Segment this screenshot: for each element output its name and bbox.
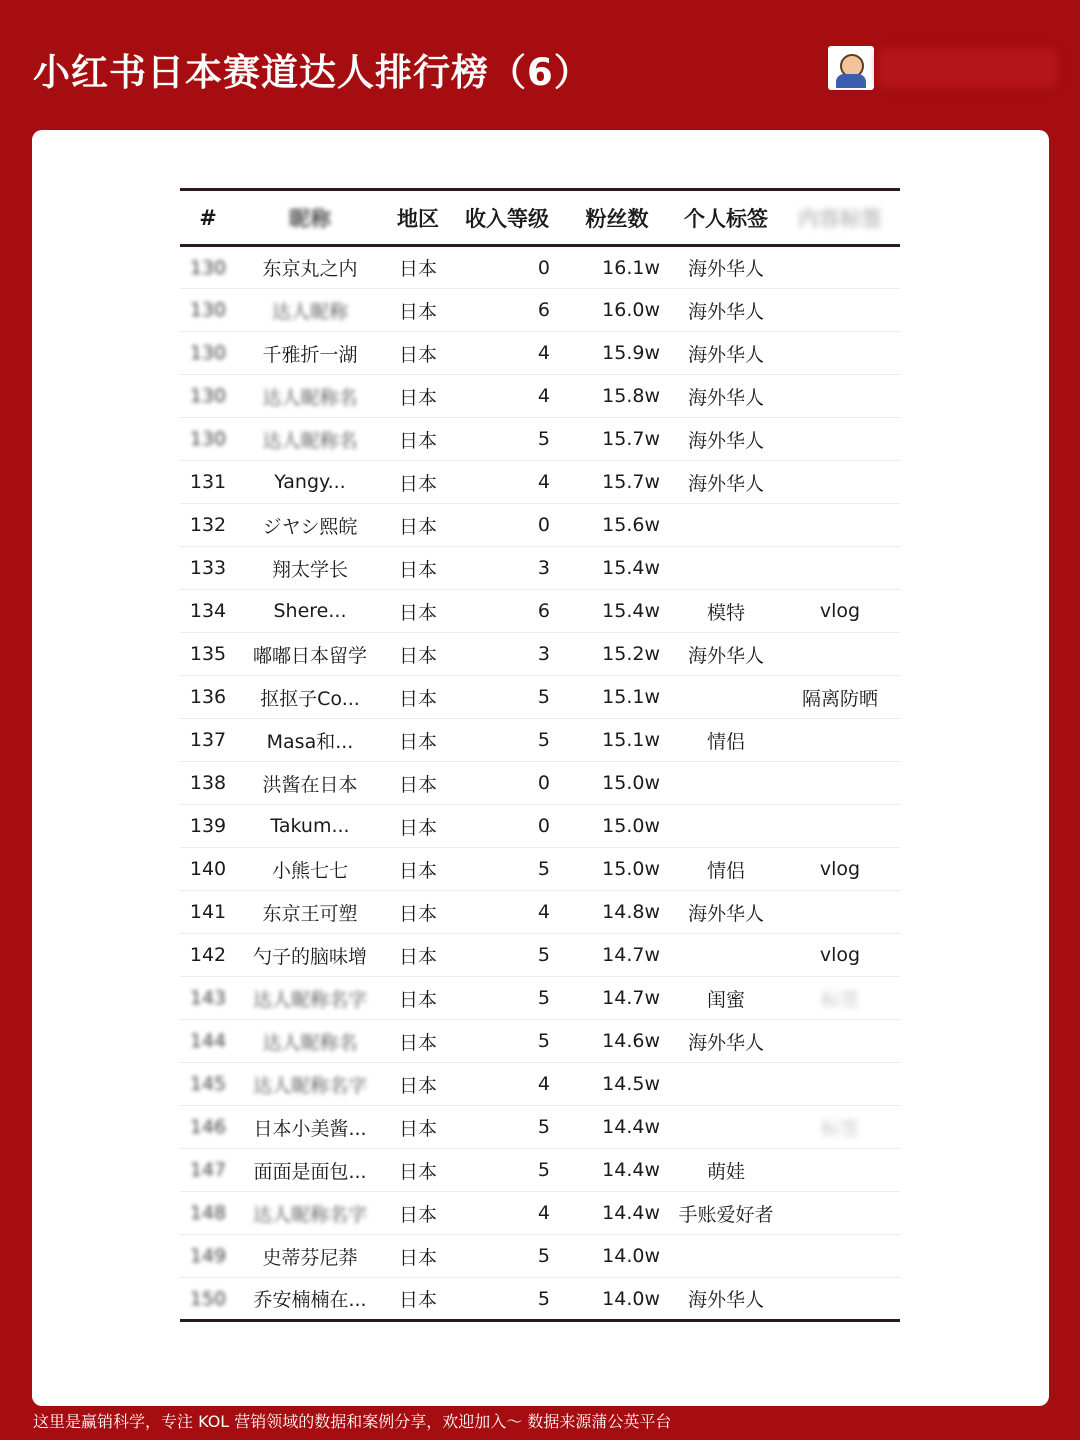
- personal-tag-cell: 海外华人: [672, 418, 780, 461]
- table-row: [180, 633, 900, 676]
- income-level-cell: 4: [452, 375, 562, 418]
- content-tag-cell: [780, 1149, 900, 1192]
- income-level-cell: 5: [452, 934, 562, 977]
- region-cell: 日本: [384, 1020, 452, 1063]
- table-row: [180, 461, 900, 504]
- content-tag-cell: [780, 461, 900, 504]
- personal-tag-cell: 模特: [672, 590, 780, 633]
- income-level-cell: 4: [452, 332, 562, 375]
- column-header-personal-tag: 个人标签: [672, 190, 780, 246]
- income-level-cell: 4: [452, 891, 562, 934]
- income-level-cell: 5: [452, 719, 562, 762]
- table-row: [180, 246, 900, 289]
- income-level-cell: 5: [452, 1278, 562, 1321]
- rank-cell: 130: [180, 332, 236, 375]
- table-row: [180, 1235, 900, 1278]
- fans-cell: 15.4w: [562, 590, 672, 633]
- region-cell: 日本: [384, 1278, 452, 1321]
- content-tag-cell: 标签: [780, 1106, 900, 1149]
- content-tag-cell: [780, 332, 900, 375]
- name-cell: 抠抠子Co...: [236, 676, 384, 719]
- rank-cell: 130: [180, 289, 236, 332]
- avatar: [828, 46, 874, 90]
- fans-cell: 14.4w: [562, 1192, 672, 1235]
- name-cell: Masa和...: [236, 719, 384, 762]
- content-tag-cell: [780, 762, 900, 805]
- region-cell: 日本: [384, 891, 452, 934]
- table-row: [180, 934, 900, 977]
- name-cell: 翔太学长: [236, 547, 384, 590]
- content-tag-cell: 标签: [780, 977, 900, 1020]
- content-tag-cell: 隔离防晒: [780, 676, 900, 719]
- rank-cell: 130: [180, 418, 236, 461]
- fans-cell: 14.5w: [562, 1063, 672, 1106]
- region-cell: 日本: [384, 246, 452, 289]
- income-level-cell: 5: [452, 977, 562, 1020]
- page-title: 小红书日本赛道达人排行榜（6）: [33, 51, 592, 94]
- income-level-cell: 0: [452, 805, 562, 848]
- fans-cell: 14.7w: [562, 977, 672, 1020]
- income-level-cell: 4: [452, 461, 562, 504]
- rank-cell: 131: [180, 461, 236, 504]
- region-cell: 日本: [384, 418, 452, 461]
- rank-cell: 148: [180, 1192, 236, 1235]
- content-tag-cell: [780, 1235, 900, 1278]
- region-cell: 日本: [384, 590, 452, 633]
- region-cell: 日本: [384, 375, 452, 418]
- fans-cell: 14.7w: [562, 934, 672, 977]
- personal-tag-cell: 闺蜜: [672, 977, 780, 1020]
- region-cell: 日本: [384, 762, 452, 805]
- name-cell: Shere...: [236, 590, 384, 633]
- region-cell: 日本: [384, 934, 452, 977]
- table-row: [180, 1106, 900, 1149]
- income-level-cell: 4: [452, 1063, 562, 1106]
- table-row: [180, 332, 900, 375]
- content-tag-cell: [780, 504, 900, 547]
- region-cell: 日本: [384, 977, 452, 1020]
- rank-cell: 143: [180, 977, 236, 1020]
- personal-tag-cell: 萌娃: [672, 1149, 780, 1192]
- region-cell: 日本: [384, 676, 452, 719]
- fans-cell: 15.0w: [562, 805, 672, 848]
- income-level-cell: 0: [452, 762, 562, 805]
- name-cell: 东京丸之内: [236, 246, 384, 289]
- fans-cell: 15.7w: [562, 418, 672, 461]
- income-level-cell: 4: [452, 1192, 562, 1235]
- table-row: [180, 418, 900, 461]
- income-level-cell: 5: [452, 1020, 562, 1063]
- content-tag-cell: [780, 289, 900, 332]
- region-cell: 日本: [384, 289, 452, 332]
- personal-tag-cell: [672, 1106, 780, 1149]
- name-cell: 达人昵称名: [236, 1020, 384, 1063]
- rank-cell: 139: [180, 805, 236, 848]
- rank-cell: 135: [180, 633, 236, 676]
- rank-cell: 133: [180, 547, 236, 590]
- name-cell: 面面是面包...: [236, 1149, 384, 1192]
- fans-cell: 15.7w: [562, 461, 672, 504]
- income-level-cell: 5: [452, 1235, 562, 1278]
- column-header-content-tag: 内容标签: [780, 190, 900, 246]
- personal-tag-cell: [672, 547, 780, 590]
- region-cell: 日本: [384, 547, 452, 590]
- rank-cell: 134: [180, 590, 236, 633]
- content-tag-cell: [780, 719, 900, 762]
- table-row: [180, 289, 900, 332]
- table-row: [180, 1149, 900, 1192]
- content-tag-cell: vlog: [780, 590, 900, 633]
- content-tag-cell: [780, 375, 900, 418]
- name-cell: 勺子的脑味增: [236, 934, 384, 977]
- fans-cell: 14.0w: [562, 1235, 672, 1278]
- rank-cell: 144: [180, 1020, 236, 1063]
- name-cell: Takum...: [236, 805, 384, 848]
- name-cell: 嘟嘟日本留学: [236, 633, 384, 676]
- column-header-income-level: 收入等级: [452, 190, 562, 246]
- name-cell: 日本小美酱...: [236, 1106, 384, 1149]
- income-level-cell: 0: [452, 504, 562, 547]
- income-level-cell: 5: [452, 1149, 562, 1192]
- rank-cell: 136: [180, 676, 236, 719]
- fans-cell: 15.1w: [562, 719, 672, 762]
- rank-cell: 138: [180, 762, 236, 805]
- fans-cell: 15.1w: [562, 676, 672, 719]
- name-cell: 史蒂芬尼莽: [236, 1235, 384, 1278]
- table-row: [180, 375, 900, 418]
- name-cell: 达人昵称: [236, 289, 384, 332]
- content-tag-cell: [780, 1063, 900, 1106]
- column-header-fans: 粉丝数: [562, 190, 672, 246]
- personal-tag-cell: 海外华人: [672, 332, 780, 375]
- fans-cell: 14.6w: [562, 1020, 672, 1063]
- table-header-row: [180, 190, 900, 246]
- ranking-card: [32, 130, 1049, 1406]
- personal-tag-cell: [672, 504, 780, 547]
- income-level-cell: 6: [452, 289, 562, 332]
- name-cell: Yangy...: [236, 461, 384, 504]
- income-level-cell: 5: [452, 418, 562, 461]
- rank-cell: 147: [180, 1149, 236, 1192]
- fans-cell: 14.8w: [562, 891, 672, 934]
- personal-tag-cell: [672, 762, 780, 805]
- avatar-body-icon: [836, 74, 866, 88]
- fans-cell: 15.6w: [562, 504, 672, 547]
- income-level-cell: 3: [452, 633, 562, 676]
- rank-cell: 137: [180, 719, 236, 762]
- region-cell: 日本: [384, 848, 452, 891]
- content-tag-cell: vlog: [780, 848, 900, 891]
- income-level-cell: 5: [452, 848, 562, 891]
- table-row: [180, 504, 900, 547]
- region-cell: 日本: [384, 719, 452, 762]
- rank-cell: 140: [180, 848, 236, 891]
- income-level-cell: 5: [452, 1106, 562, 1149]
- name-cell: 达人昵称名字: [236, 977, 384, 1020]
- name-cell: 洪酱在日本: [236, 762, 384, 805]
- fans-cell: 16.1w: [562, 246, 672, 289]
- table-row: [180, 977, 900, 1020]
- personal-tag-cell: 情侣: [672, 848, 780, 891]
- content-tag-cell: [780, 246, 900, 289]
- region-cell: 日本: [384, 504, 452, 547]
- personal-tag-cell: 海外华人: [672, 633, 780, 676]
- rank-cell: 132: [180, 504, 236, 547]
- rank-cell: 130: [180, 246, 236, 289]
- name-cell: 小熊七七: [236, 848, 384, 891]
- rank-cell: 130: [180, 375, 236, 418]
- name-cell: 千雅折一湖: [236, 332, 384, 375]
- column-header-region: 地区: [384, 190, 452, 246]
- region-cell: 日本: [384, 633, 452, 676]
- rank-cell: 150: [180, 1278, 236, 1321]
- blurred-brand-name: [878, 48, 1058, 88]
- name-cell: 达人昵称名字: [236, 1063, 384, 1106]
- region-cell: 日本: [384, 1106, 452, 1149]
- table-row: [180, 547, 900, 590]
- table-row: [180, 590, 900, 633]
- fans-cell: 14.4w: [562, 1149, 672, 1192]
- personal-tag-cell: 海外华人: [672, 289, 780, 332]
- rank-cell: 149: [180, 1235, 236, 1278]
- rank-cell: 141: [180, 891, 236, 934]
- region-cell: 日本: [384, 1192, 452, 1235]
- personal-tag-cell: [672, 1235, 780, 1278]
- column-header-name: 昵称: [236, 190, 384, 246]
- region-cell: 日本: [384, 1063, 452, 1106]
- personal-tag-cell: [672, 805, 780, 848]
- footer-note: 这里是赢销科学，专注 KOL 营销领域的数据和案例分享，欢迎加入～ 数据来源蒲公英平台: [33, 1412, 672, 1431]
- personal-tag-cell: 情侣: [672, 719, 780, 762]
- personal-tag-cell: 海外华人: [672, 1020, 780, 1063]
- content-tag-cell: vlog: [780, 934, 900, 977]
- personal-tag-cell: 手账爱好者: [672, 1192, 780, 1235]
- fans-cell: 15.4w: [562, 547, 672, 590]
- rank-cell: 145: [180, 1063, 236, 1106]
- region-cell: 日本: [384, 805, 452, 848]
- column-header-rank: #: [180, 190, 236, 246]
- income-level-cell: 3: [452, 547, 562, 590]
- fans-cell: 15.0w: [562, 762, 672, 805]
- table-row: [180, 1192, 900, 1235]
- personal-tag-cell: [672, 1063, 780, 1106]
- table-body: [180, 246, 900, 1321]
- table-row: [180, 719, 900, 762]
- personal-tag-cell: [672, 934, 780, 977]
- name-cell: ジヤシ熙皖: [236, 504, 384, 547]
- table-row: [180, 1063, 900, 1106]
- content-tag-cell: [780, 547, 900, 590]
- content-tag-cell: [780, 891, 900, 934]
- income-level-cell: 0: [452, 246, 562, 289]
- content-tag-cell: [780, 805, 900, 848]
- name-cell: 东京王可塑: [236, 891, 384, 934]
- table-row: [180, 848, 900, 891]
- personal-tag-cell: 海外华人: [672, 375, 780, 418]
- table-row: [180, 1020, 900, 1063]
- name-cell: 乔安楠楠在...: [236, 1278, 384, 1321]
- name-cell: 达人昵称名字: [236, 1192, 384, 1235]
- content-tag-cell: [780, 1192, 900, 1235]
- region-cell: 日本: [384, 461, 452, 504]
- fans-cell: 15.0w: [562, 848, 672, 891]
- personal-tag-cell: [672, 676, 780, 719]
- personal-tag-cell: 海外华人: [672, 246, 780, 289]
- content-tag-cell: [780, 1020, 900, 1063]
- rank-cell: 146: [180, 1106, 236, 1149]
- region-cell: 日本: [384, 1149, 452, 1192]
- table-row: [180, 891, 900, 934]
- name-cell: 达人昵称名: [236, 375, 384, 418]
- fans-cell: 15.8w: [562, 375, 672, 418]
- table-row: [180, 1278, 900, 1321]
- table-row: [180, 762, 900, 805]
- content-tag-cell: [780, 633, 900, 676]
- personal-tag-cell: 海外华人: [672, 1278, 780, 1321]
- table-row: [180, 676, 900, 719]
- personal-tag-cell: 海外华人: [672, 891, 780, 934]
- region-cell: 日本: [384, 332, 452, 375]
- fans-cell: 14.4w: [562, 1106, 672, 1149]
- ranking-table: [180, 188, 900, 1322]
- table-row: [180, 805, 900, 848]
- rank-cell: 142: [180, 934, 236, 977]
- income-level-cell: 5: [452, 676, 562, 719]
- fans-cell: 16.0w: [562, 289, 672, 332]
- fans-cell: 14.0w: [562, 1278, 672, 1321]
- fans-cell: 15.9w: [562, 332, 672, 375]
- personal-tag-cell: 海外华人: [672, 461, 780, 504]
- content-tag-cell: [780, 1278, 900, 1321]
- income-level-cell: 6: [452, 590, 562, 633]
- region-cell: 日本: [384, 1235, 452, 1278]
- name-cell: 达人昵称名: [236, 418, 384, 461]
- content-tag-cell: [780, 418, 900, 461]
- fans-cell: 15.2w: [562, 633, 672, 676]
